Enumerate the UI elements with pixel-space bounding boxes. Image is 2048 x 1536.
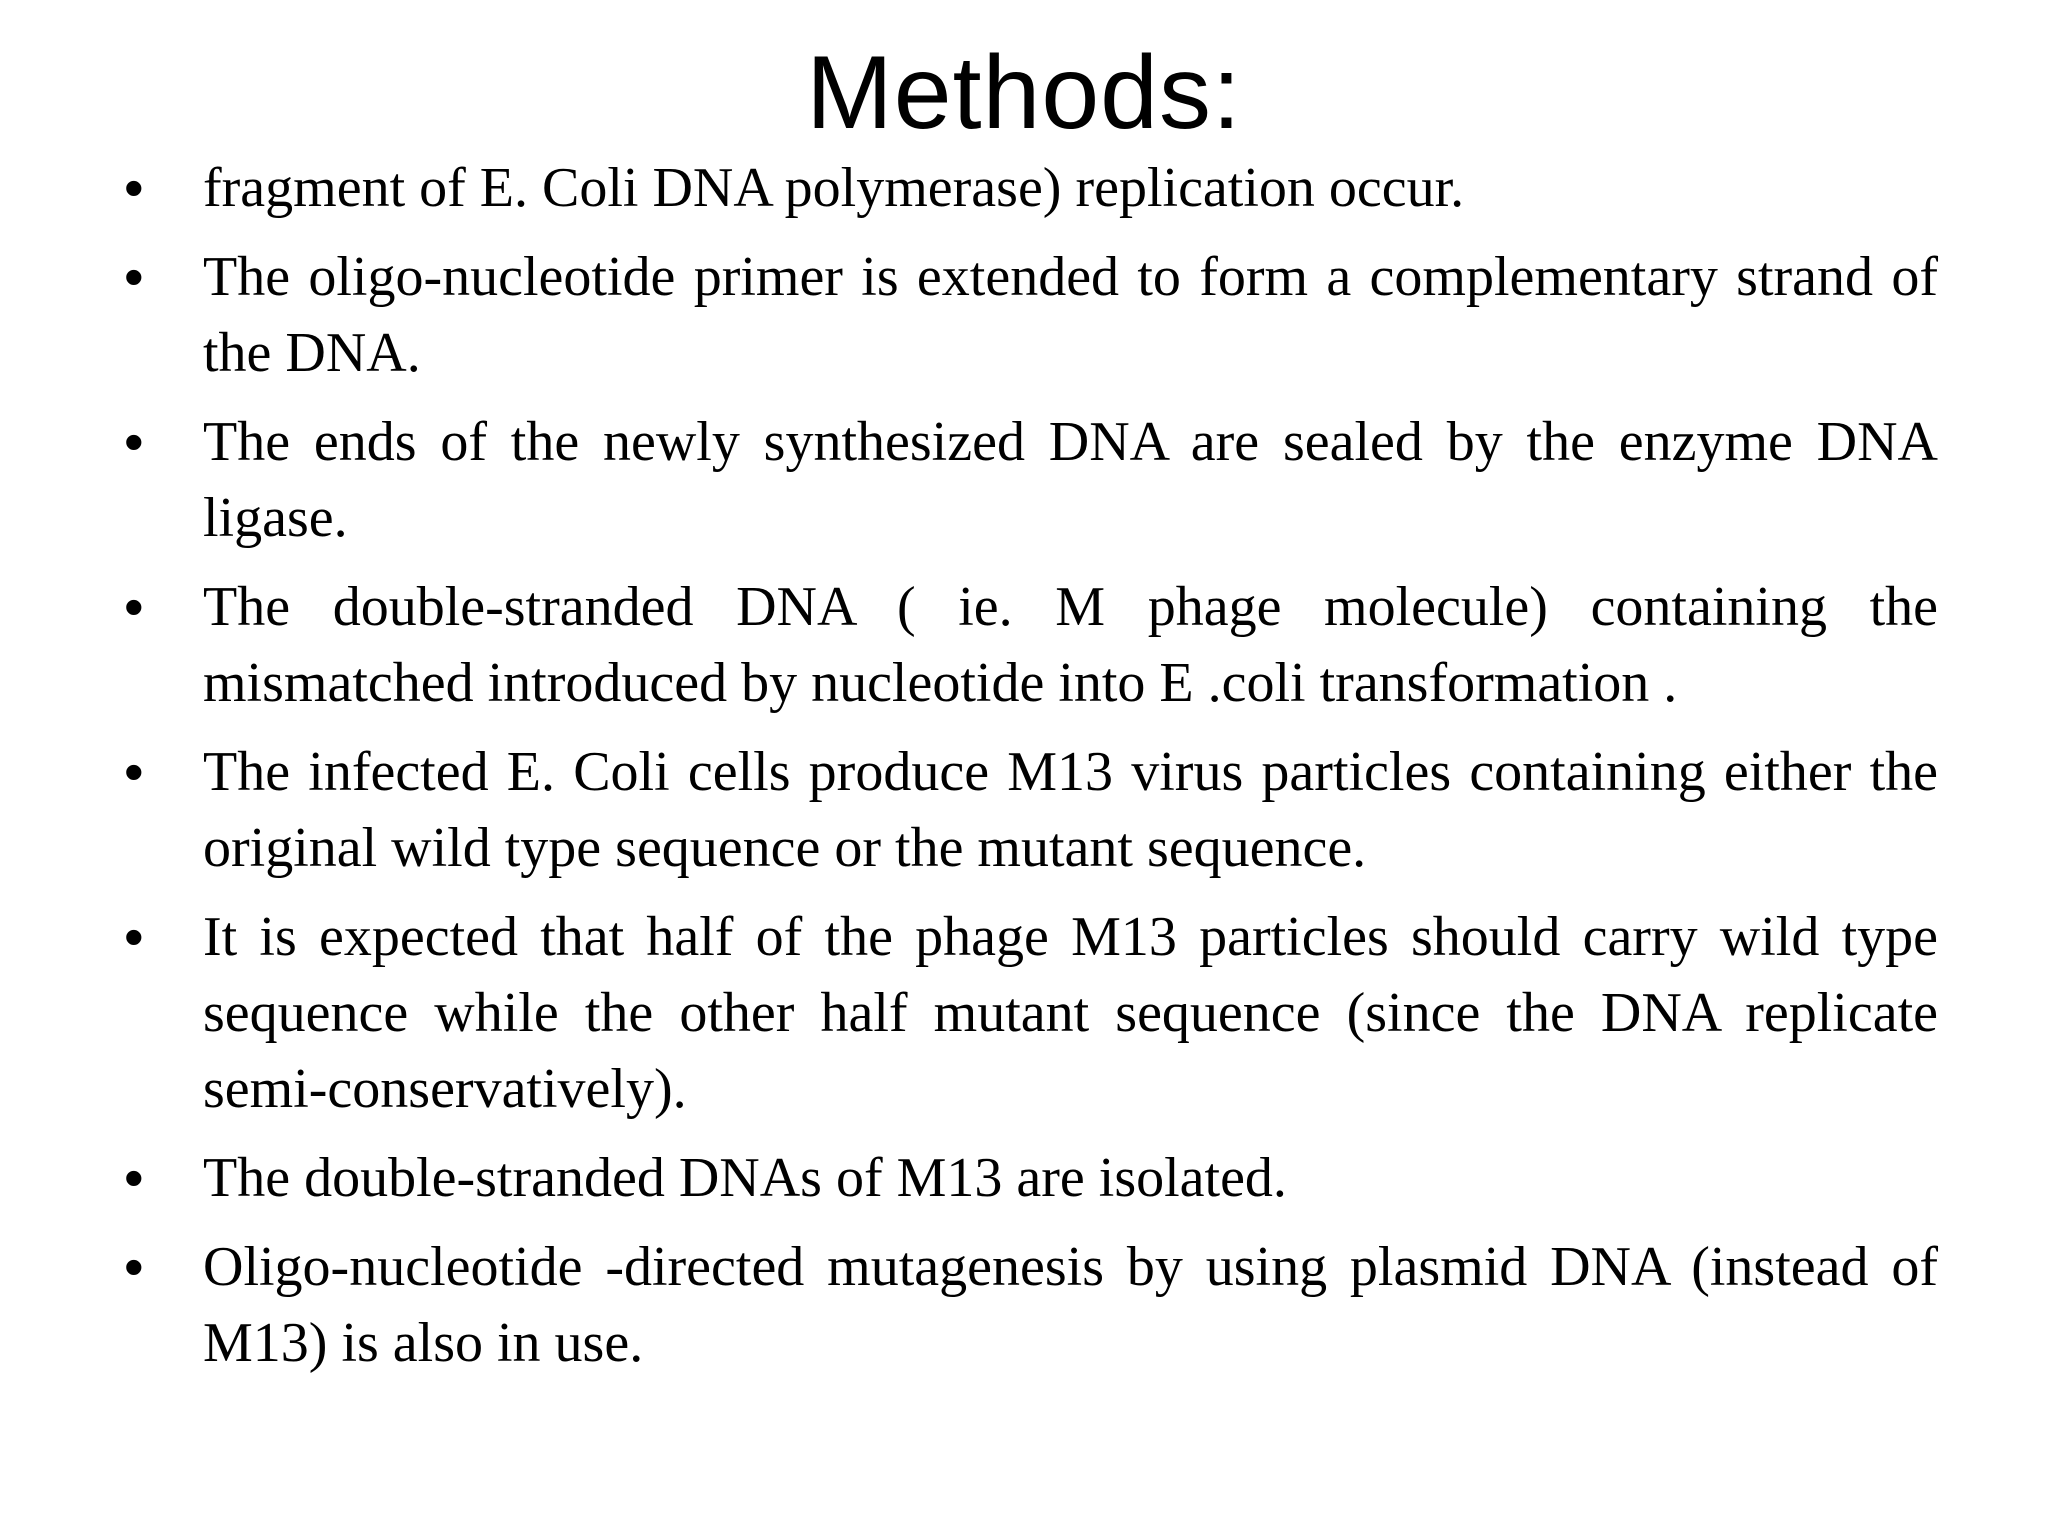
bullet-icon: • [124, 156, 144, 219]
bullet-text: The infected E. Coli cells produce M13 virus particles containing either the original wild type sequence or the mutant sequence. [203, 741, 1938, 879]
bullet-icon: • [124, 245, 144, 308]
bullet-icon: • [124, 905, 144, 968]
bullet-item [118, 1229, 1938, 1381]
bullet-item [118, 239, 1938, 391]
bullet-text: fragment of E. Coli DNA polymerase) replication occur. [203, 157, 1465, 219]
bullet-text: The oligo-nucleotide primer is extended to form a complementary strand of the DNA. [203, 246, 1938, 384]
bullet-text: The double-stranded DNAs of M13 are isolated. [203, 1147, 1287, 1209]
bullet-item [118, 150, 1938, 226]
bullet-item [118, 1140, 1938, 1216]
bullet-text: The double-stranded DNA ( ie. M phage molecule) containing the mismatched introduced by nucleotide into E .coli transformation . [203, 576, 1938, 714]
bullet-item [118, 404, 1938, 556]
bullet-item [118, 899, 1938, 1127]
bullet-icon: • [124, 575, 144, 638]
bullet-text: It is expected that half of the phage M13 particles should carry wild type sequence while the other half mutant sequence (since the DNA replicate semi-conservatively). [203, 906, 1938, 1120]
bullet-icon: • [124, 1235, 144, 1298]
bullet-icon: • [124, 410, 144, 473]
bullet-icon: • [124, 1146, 144, 1209]
bullet-icon: • [124, 740, 144, 803]
bullet-text: Oligo-nucleotide -directed mutagenesis by using plasmid DNA (instead of M13) is also in use. [203, 1236, 1938, 1374]
bullet-text: The ends of the newly synthesized DNA are sealed by the enzyme DNA ligase. [203, 411, 1938, 549]
bullet-list [118, 150, 1938, 1394]
bullet-item [118, 569, 1938, 721]
bullet-item [118, 734, 1938, 886]
slide-title: Methods: [806, 35, 1242, 151]
